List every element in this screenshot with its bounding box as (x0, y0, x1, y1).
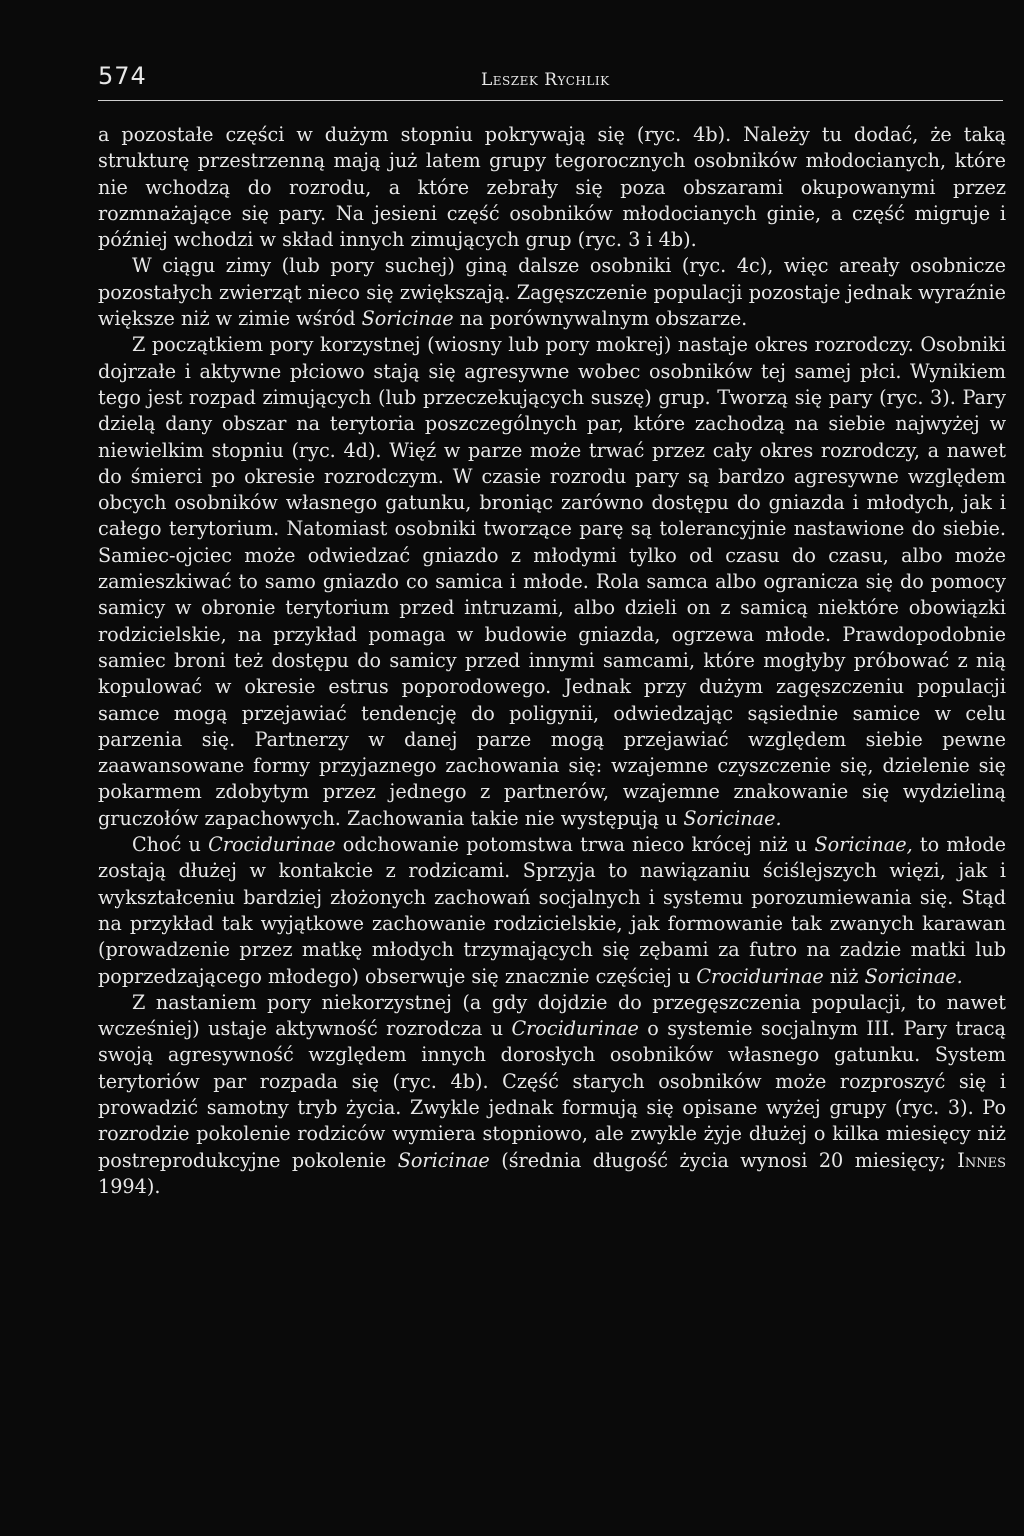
running-head-author: Leszek Rychlik (481, 70, 610, 90)
text-run: niż (823, 964, 865, 988)
paragraph (98, 832, 1006, 990)
paragraph (98, 122, 1006, 253)
text-run: (średnia długość życia wynosi 20 miesięcy; (489, 1148, 958, 1172)
paragraph (98, 332, 1006, 832)
smallcaps-text: Innes (957, 1148, 1006, 1172)
text-run: o systemie socjalnym III. Pary tracą swoją agresywność względem innych dorosłych osobników własnego gatunku. System terytoriów par rozpada się (ryc. 4b). Część starych osobników może rozproszyć się i prowadzić samotny tryb życia. Zwykle jednak formują się opisane wyżej grupy (ryc. 3). Po rozrodzie pokolenie rodziców wymiera stopniowo, ale zwykle żyje dłużej o kilka miesięcy niż postreprodukcyjne pokolenie (98, 1017, 1006, 1172)
italic-text: Soricinae (397, 1148, 490, 1172)
text-run: to młode zostają dłużej w kontakcie z rodzicami. Sprzyja to nawiązaniu ściślejszych więzi, jak i wykształceniu bardziej złożonych zachowań socjalnych i systemu porozumiewania się. Stąd na przykład tak wyjątkowe zachowanie rodzicielskie, jak formowanie tak zwanych karawan (prowadzenie przez matkę młodych trzymających się zębami za futro na zadzie matki lub poprzedzającego młodego) obserwuje się znacznie częściej u (98, 833, 1006, 988)
text-run: Z początkiem pory korzystnej (wiosny lub pory mokrej) nastaje okres rozrodczy. Osobniki dojrzałe i aktywne płciowo stają się agresywne wobec osobników tej samej płci. Wynikiem tego jest rozpad zimujących (lub przeczekujących suszę) grup. Tworzą się pary (ryc. 3). Pary dzielą dany obszar na terytoria poszczególnych par, które zachodzą na siebie najwyżej w niewielkim stopniu (ryc. 4d). Więź w parze może trwać przez cały okres rozrodczy, a nawet do śmierci po okresie rozrodczym. W czasie rozrodu pary są bardzo agresywne względem obcych osobników własnego gatunku, broniąc zarówno dostępu do gniazda i młodych, jak i całego terytorium. Natomiast osobniki tworzące parę są tolerancyjnie nastawione do siebie. Samiec-ojciec może odwiedzać gniazdo z młodymi tylko od czasu do czasu, albo może zamieszkiwać to samo gniazdo co samica i młode. Rola samca albo ogranicza się do pomocy samicy w obronie terytorium przed intruzami, albo dzieli on z samicą niektóre obowiązki rodzicielskie, na przykład pomaga w budowie gniazda, ogrzewa młode. Prawdopodobnie samiec broni też dostępu do samicy przed innymi samcami, które mogłyby próbować z nią kopulować w okresie estrus poporodowego. Jednak przy dużym zagęszczeniu populacji samce mogą przejawiać tendencję do poligynii, odwiedzając sąsiednie samice w celu parzenia się. Partnerzy w danej parze mogą przejawiać względem siebie pewne zaawansowane formy przyjaznego zachowania się: wzajemne czyszczenie się, dzielenie się pokarmem zdobytym przez jednego z partnerów, wzajemne znakowanie się wydzieliną gruczołów zapachowych. Zachowania takie nie występują u (98, 333, 1006, 830)
text-run: Choć u (132, 833, 209, 857)
italic-text: Soricinae (361, 307, 454, 331)
italic-text: Soricinae, (814, 833, 913, 857)
italic-text: Crocidurinae (208, 833, 336, 857)
italic-text: Soricinae. (683, 806, 782, 830)
text-run: na porównywalnym obszarze. (453, 307, 748, 331)
paragraph (98, 990, 1006, 1200)
page-number: 574 (98, 62, 147, 90)
body-text (98, 122, 1006, 1200)
text-run: 1994). (98, 1174, 161, 1198)
paragraph (98, 253, 1006, 332)
italic-text: Crocidurinae (511, 1017, 639, 1041)
italic-text: Crocidurinae (696, 964, 824, 988)
italic-text: Soricinae. (864, 964, 963, 988)
text-run: Z nastaniem pory niekorzystnej (a gdy dojdzie do przegęszczenia populacji, to nawet wcześniej) ustaje aktywność rozrodcza u (98, 990, 1006, 1041)
text-run: W ciągu zimy (lub pory suchej) giną dalsze osobniki (ryc. 4c), więc areały osobnicze pozostałych zwierząt nieco się zwiększają. Zagęszczenie populacji pozostaje jednak wyraźnie większe niż w zimie wśród (98, 254, 1006, 331)
page-header (98, 60, 1003, 101)
text-run: odchowanie potomstwa trwa nieco krócej niż u (335, 833, 815, 857)
text-run: a pozostałe części w dużym stopniu pokrywają się (ryc. 4b). Należy tu dodać, że taką strukturę przestrzenną mają już latem grupy tegorocznych osobników młodocianych, które nie wchodzą do rozrodu, a które zebrały się poza obszarami okupowanymi przez rozmnażające się pary. Na jesieni część osobników młodocianych ginie, a część migruje i później wchodzi w skład innych zimujących grup (ryc. 3 i 4b). (98, 123, 1006, 252)
